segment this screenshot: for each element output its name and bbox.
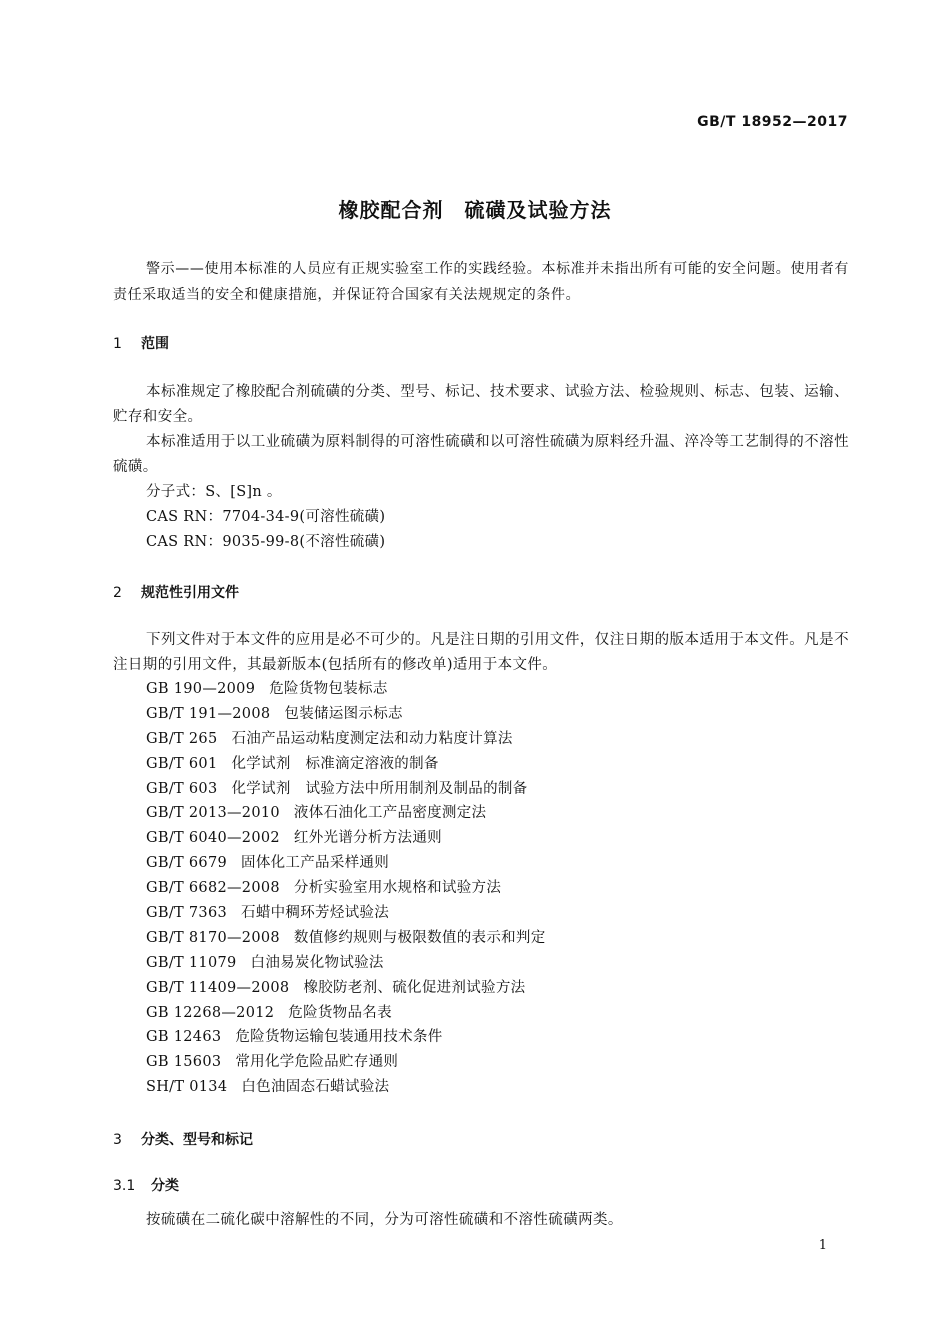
reference-title: 危险货物品名表 <box>288 1004 392 1021</box>
reference-item <box>146 976 546 1001</box>
reference-title: 常用化学危险品贮存通则 <box>235 1054 399 1071</box>
reference-code: GB/T 6040—2002 <box>146 830 280 847</box>
scope-paragraph-1: 本标准规定了橡胶配合剂硫磺的分类、型号、标记、技术要求、试验方法、检验规则、标志、包装、运输、贮存和安全。 <box>113 384 849 425</box>
reference-title: 红外光谱分析方法通则 <box>293 830 442 847</box>
reference-item <box>146 851 546 876</box>
reference-item <box>146 1050 546 1075</box>
reference-title: 液体石油化工产品密度测定法 <box>293 805 487 822</box>
reference-code: GB 190—2009 <box>146 681 256 697</box>
reference-item <box>146 951 546 976</box>
reference-code: GB/T 8170—2008 <box>146 929 280 946</box>
reference-code: GB/T 601 <box>146 755 218 772</box>
reference-code: GB/T 2013—2010 <box>146 805 280 822</box>
reference-code: GB/T 11409—2008 <box>146 979 290 996</box>
reference-code: GB 12268—2012 <box>146 1004 275 1021</box>
reference-title: 白色油固态石蜡试验法 <box>241 1079 390 1096</box>
reference-item <box>146 727 546 752</box>
reference-item <box>146 1001 546 1026</box>
section-title: 分类、型号和标记 <box>141 1132 253 1148</box>
reference-item <box>146 826 546 851</box>
subsection-title: 分类 <box>151 1178 179 1194</box>
section-title: 范围 <box>141 336 169 352</box>
section-2-heading <box>113 582 239 602</box>
subsection-number: 3.1 <box>113 1178 136 1194</box>
reference-title: 化学试剂 试验方法中所用制剂及制品的制备 <box>231 780 528 797</box>
subsection-3-1-heading <box>113 1175 179 1195</box>
reference-title: 危险货物包装标志 <box>269 681 388 697</box>
reference-code: GB/T 191—2008 <box>146 705 271 722</box>
reference-item <box>146 801 546 826</box>
reference-code: GB/T 6682—2008 <box>146 880 280 897</box>
reference-item <box>146 901 546 926</box>
reference-title: 石蜡中稠环芳烃试验法 <box>241 905 390 922</box>
reference-item <box>146 876 546 901</box>
reference-title: 石油产品运动粘度测定法和动力粘度计算法 <box>231 730 513 747</box>
reference-item <box>146 1025 546 1050</box>
reference-title: 数值修约规则与极限数值的表示和判定 <box>293 929 546 946</box>
document-title: 橡胶配合剂 硫磺及试验方法 <box>338 198 612 222</box>
cas-number-insoluble: CAS RN：9035-99-8(不溶性硫磺) <box>146 534 386 550</box>
reference-item <box>146 677 546 702</box>
reference-title: 白油易炭化物试验法 <box>250 954 384 971</box>
reference-code: GB/T 6679 <box>146 855 228 872</box>
reference-item <box>146 702 546 727</box>
scope-paragraph-2: 本标准适用于以工业硫磺为原料制得的可溶性硫磺和以可溶性硫磺为原料经升温、淬冷等工艺制得的不溶性硫磺。 <box>113 434 849 475</box>
section-number: 1 <box>113 336 122 352</box>
warning-paragraph: 警示——使用本标准的人员应有正规实验室工作的实践经验。本标准并未指出所有可能的安全问题。使用者有责任采取适当的安全和健康措施，并保证符合国家有关法规规定的条件。 <box>113 261 849 303</box>
reference-item <box>146 1075 546 1100</box>
reference-code: SH/T 0134 <box>146 1079 228 1096</box>
section-number: 3 <box>113 1132 122 1148</box>
molecular-formula: 分子式：S、[S]n 。 <box>146 484 282 500</box>
reference-code: GB 15603 <box>146 1054 222 1071</box>
section-3-heading <box>113 1129 253 1149</box>
section-title: 规范性引用文件 <box>141 585 239 601</box>
cas-number-soluble: CAS RN：7704-34-9(可溶性硫磺) <box>146 509 386 525</box>
section-number: 2 <box>113 585 122 601</box>
page-number: 1 <box>818 1238 827 1253</box>
reference-code: GB/T 265 <box>146 730 218 747</box>
reference-code: GB/T 11079 <box>146 954 237 971</box>
section-1-heading <box>113 333 169 353</box>
normative-reference-list <box>146 677 546 1100</box>
reference-code: GB/T 603 <box>146 780 218 797</box>
normative-intro-paragraph: 下列文件对于本文件的应用是必不可少的。凡是注日期的引用文件，仅注日期的版本适用于本文件。凡是不注日期的引用文件，其最新版本(包括所有的修改单)适用于本文件。 <box>113 632 849 673</box>
reference-code: GB/T 7363 <box>146 905 228 922</box>
reference-code: GB 12463 <box>146 1029 222 1046</box>
reference-title: 固体化工产品采样通则 <box>241 855 390 872</box>
reference-title: 化学试剂 标准滴定溶液的制备 <box>231 755 439 772</box>
reference-title: 危险货物运输包装通用技术条件 <box>235 1029 443 1046</box>
reference-title: 橡胶防老剂、硫化促进剂试验方法 <box>303 979 526 996</box>
standard-number: GB/T 18952—2017 <box>697 114 848 130</box>
classification-paragraph: 按硫磺在二硫化碳中溶解性的不同，分为可溶性硫磺和不溶性硫磺两类。 <box>146 1212 623 1228</box>
reference-title: 包装储运图示标志 <box>284 705 403 722</box>
reference-title: 分析实验室用水规格和试验方法 <box>293 880 502 897</box>
reference-item <box>146 752 546 777</box>
reference-item <box>146 777 546 802</box>
reference-item <box>146 926 546 951</box>
